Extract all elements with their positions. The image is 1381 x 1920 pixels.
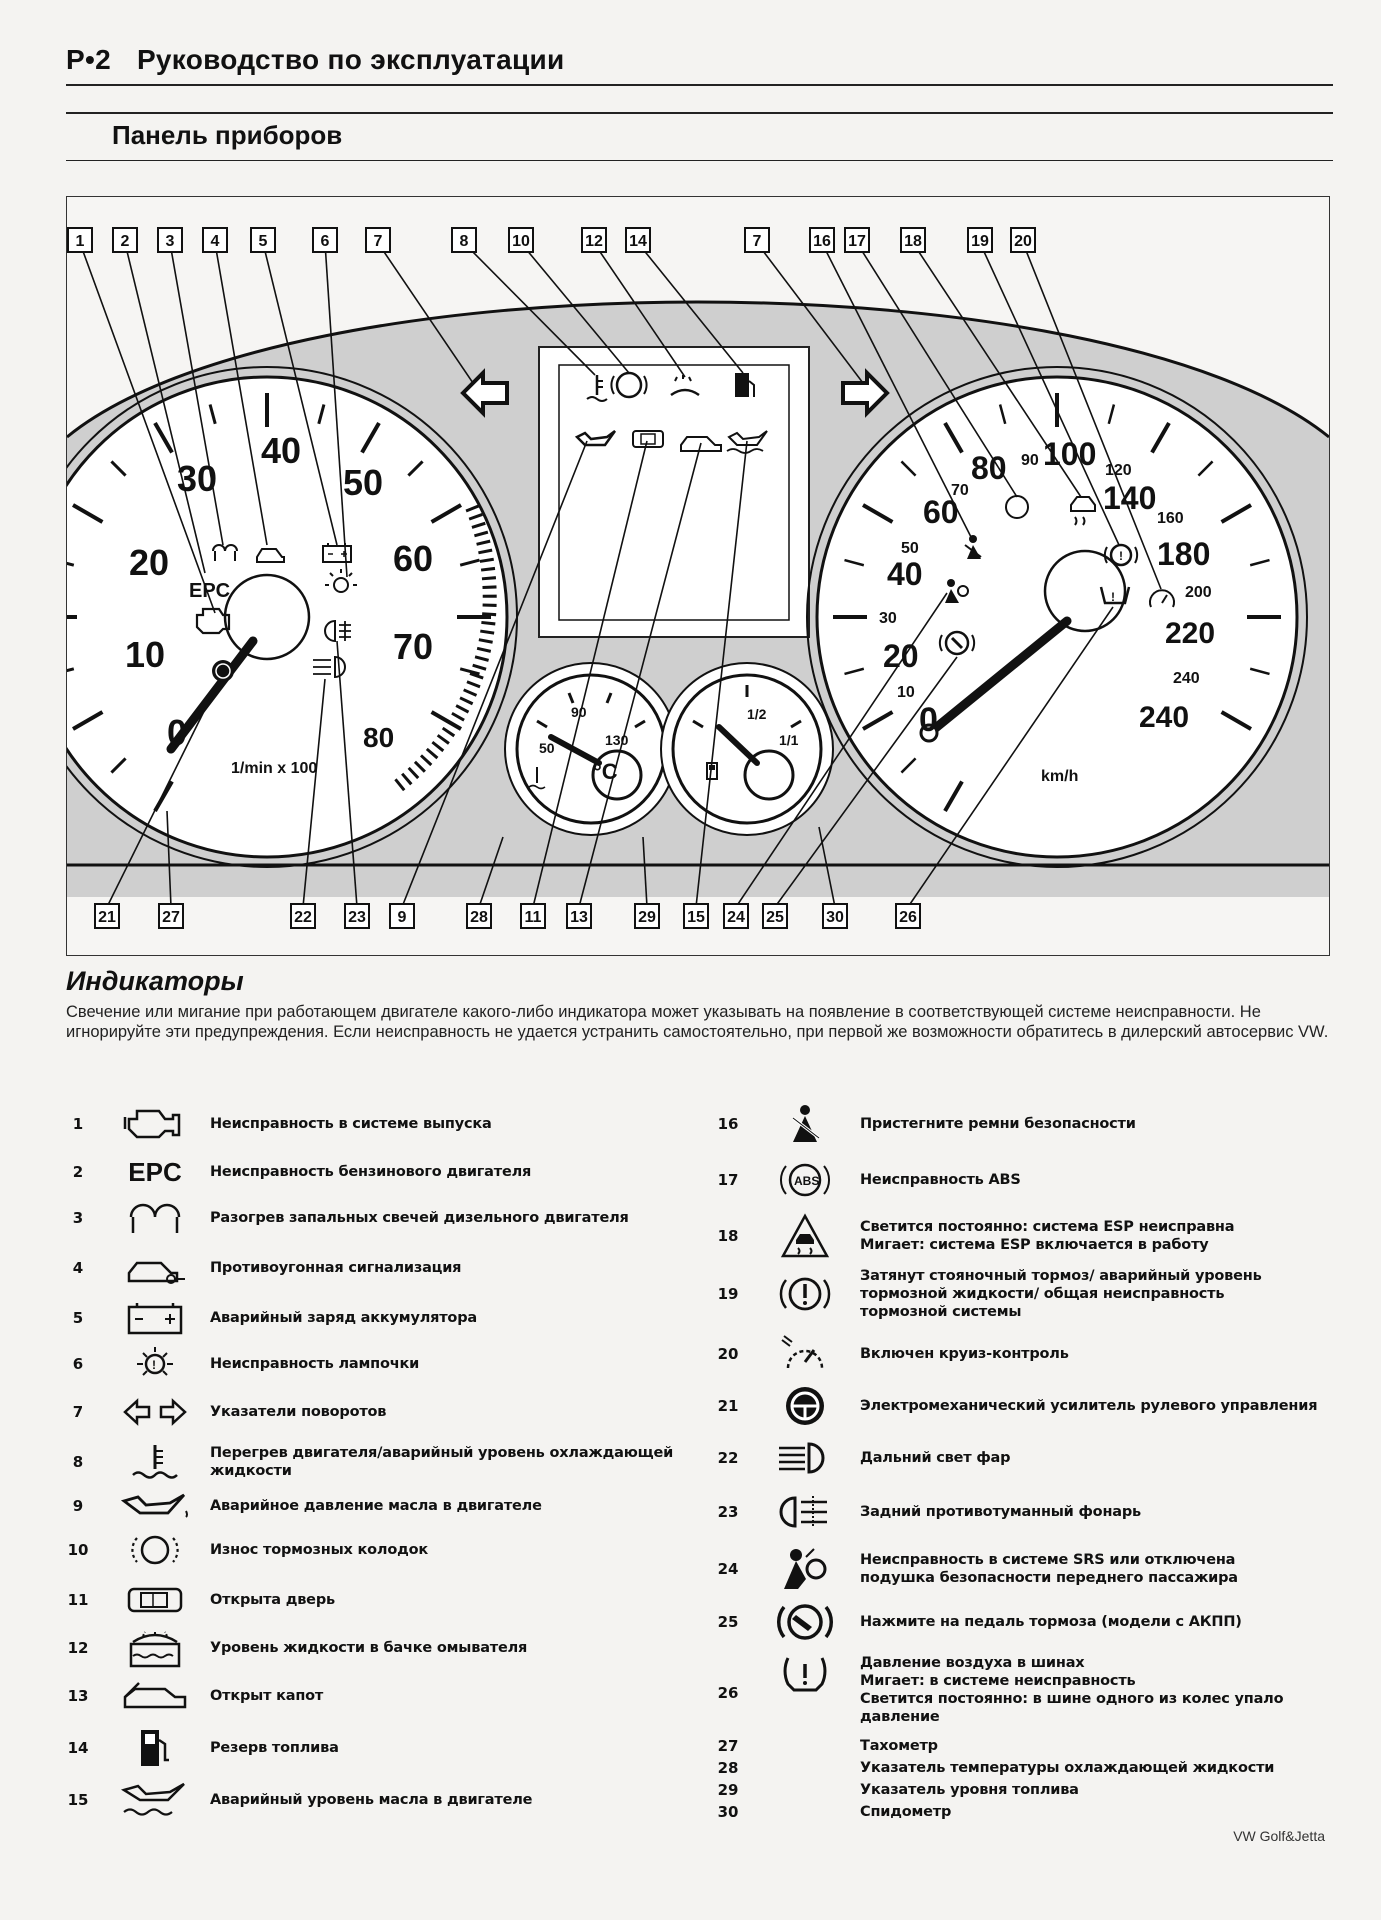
temp-label-130: 130 — [605, 732, 629, 748]
speed-label-30: 30 — [879, 610, 897, 627]
temperature-gauge — [505, 663, 677, 835]
speed-label-40: 40 — [887, 556, 923, 592]
speed-label-80: 80 — [971, 450, 1007, 486]
callout-21: 21 — [94, 903, 120, 929]
footer-brand: VW Golf&Jetta — [1233, 1828, 1325, 1844]
callout-10: 10 — [508, 227, 534, 253]
rear-fog-icon — [750, 1492, 860, 1532]
indicators-title: Индикаторы — [66, 966, 244, 996]
callout-13: 13 — [566, 903, 592, 929]
list-item: 27 Тахометр — [717, 1737, 938, 1755]
callout-28: 28 — [466, 903, 492, 929]
glow-plug-icon — [100, 1198, 210, 1238]
callout-16: 16 — [809, 227, 835, 253]
list-item: 25 Нажмите на педаль тормоза (модели с АКПП) — [706, 1600, 1242, 1644]
brake-warning-icon — [750, 1274, 860, 1314]
page-title: Руководство по эксплуатации — [136, 44, 565, 75]
tacho-epc: EPC — [189, 580, 231, 602]
tacho-label-50: 50 — [343, 462, 384, 503]
list-item: 9 Аварийное давление масла в двигателе — [56, 1486, 542, 1526]
washer-fluid-icon — [100, 1628, 210, 1668]
list-item: 8 Перегрев двигателя/аварийный уровень охлаждающей жидкости — [56, 1442, 680, 1482]
svg-text:!: ! — [152, 1358, 156, 1372]
fuel-label-half: 1/2 — [747, 706, 767, 722]
callout-23: 23 — [344, 903, 370, 929]
indicators-intro: Свечение или мигание при работающем двигателе какого-либо индикатора может указывать на появление в соответствующей системе неисправности. Не игнорируйте эти предупреждения. Если неисправность не удается устранить самостоятельно, при первой же возможности обратитесь в дилерский автосервис VW. — [66, 1003, 1329, 1041]
temp-unit: °C — [593, 759, 618, 784]
list-item: 4 Противоугонная сигнализация — [56, 1248, 461, 1288]
list-item: 21 Электромеханический усилитель рулевого управления — [706, 1386, 1317, 1426]
page-header — [66, 44, 565, 76]
header-rule — [66, 84, 1333, 86]
turn-signals-icon — [100, 1392, 210, 1432]
speed-label-20: 20 — [883, 638, 919, 674]
tacho-label-0: 0 — [167, 712, 188, 753]
callout-7-right: 7 — [744, 227, 770, 253]
battery-icon — [100, 1298, 210, 1338]
dashboard-illustration — [67, 197, 1329, 955]
speed-label-100: 100 — [1043, 436, 1097, 472]
list-item: 13 Открыт капот — [56, 1676, 323, 1716]
tire-pressure-icon — [750, 1654, 860, 1694]
speed-label-220: 220 — [1165, 617, 1216, 650]
callout-29: 29 — [634, 903, 660, 929]
hood-open-icon — [100, 1676, 210, 1716]
tacho-label-40: 40 — [261, 430, 302, 471]
callout-26: 26 — [895, 903, 921, 929]
cruise-control-icon — [750, 1334, 860, 1374]
engine-check-icon — [100, 1104, 210, 1144]
list-item: 5 Аварийный заряд аккумулятора — [56, 1298, 477, 1338]
list-item: 18 Светится постоянно: система ESP неисправна Мигает: система ESP включается в работу — [706, 1214, 1234, 1258]
fuel-pump-icon — [100, 1728, 210, 1768]
callout-8: 8 — [451, 227, 477, 253]
callout-4: 4 — [202, 227, 228, 253]
speed-label-60: 60 — [923, 494, 959, 530]
list-item: 19 Затянут стояночный тормоз/ аварийный уровень тормозной жидкости/ общая неисправность тормозной системы — [717, 1268, 1262, 1320]
list-item: 29 Указатель уровня топлива — [717, 1781, 1079, 1799]
list-item: 12 Уровень жидкости в бачке омывателя — [56, 1628, 527, 1668]
svg-text:ABS: ABS — [794, 1174, 820, 1188]
list-item: 3 Разогрев запальных свечей дизельного двигателя — [56, 1198, 629, 1238]
callout-20: 20 — [1010, 227, 1036, 253]
oil-level-icon — [100, 1780, 210, 1820]
callout-9: 9 — [389, 903, 415, 929]
airbag-icon — [750, 1549, 860, 1589]
speed-label-160: 160 — [1157, 510, 1184, 527]
list-item: 26 Давление воздуха в шинах Мигает: в системе неисправность Светится постоянно: в шине одного из колес упало давление — [717, 1655, 1284, 1725]
tacho-label-60: 60 — [393, 538, 434, 579]
section-title: Панель приборов — [112, 120, 343, 150]
bulb-failure-icon — [100, 1344, 210, 1384]
door-open-icon — [100, 1580, 210, 1620]
list-item: 17 ABS Неисправность ABS — [706, 1160, 1021, 1200]
seatbelt-icon — [750, 1104, 860, 1144]
callout-27: 27 — [158, 903, 184, 929]
callout-5: 5 — [250, 227, 276, 253]
coolant-temp-icon — [100, 1442, 210, 1482]
speed-label-50: 50 — [901, 540, 919, 557]
section-rule-bottom — [66, 160, 1333, 161]
callout-12: 12 — [581, 227, 607, 253]
callout-22: 22 — [290, 903, 316, 929]
list-item: 6 ! Неисправность лампочки — [56, 1344, 419, 1384]
page-number: P•2 — [66, 44, 111, 75]
callout-14: 14 — [625, 227, 651, 253]
list-item: 10 Износ тормозных колодок — [56, 1530, 428, 1570]
oil-can-icon — [100, 1486, 210, 1526]
callout-15: 15 — [683, 903, 709, 929]
callout-11: 11 — [520, 903, 546, 929]
speed-label-140: 140 — [1103, 480, 1157, 516]
list-item: 20 Включен круиз-контроль — [706, 1334, 1069, 1374]
list-item: 23 Задний противотуманный фонарь — [706, 1492, 1141, 1532]
speed-label-240-big: 240 — [1139, 701, 1190, 734]
speed-label-70: 70 — [951, 482, 969, 499]
callout-3: 3 — [157, 227, 183, 253]
section-rule-top — [66, 112, 1333, 114]
svg-text:!: ! — [1119, 549, 1123, 563]
speed-label-0: 0 — [919, 701, 938, 739]
car-key-icon — [100, 1248, 210, 1288]
tacho-unit: 1/min x 100 — [231, 760, 318, 777]
callout-1: 1 — [67, 227, 93, 253]
temp-label-90: 90 — [571, 704, 587, 720]
list-item: 28 Указатель температуры охлаждающей жидкости — [717, 1759, 1275, 1777]
callout-7-left: 7 — [365, 227, 391, 253]
brake-pedal-icon — [750, 1602, 860, 1642]
list-item: 30 Спидометр — [717, 1803, 952, 1821]
tacho-label-80: 80 — [363, 722, 395, 753]
speed-label-180: 180 — [1157, 536, 1211, 572]
callout-6: 6 — [312, 227, 338, 253]
epc-icon: EPC — [128, 1156, 182, 1187]
callout-24: 24 — [723, 903, 749, 929]
speed-label-200: 200 — [1185, 584, 1212, 601]
abs-icon — [750, 1160, 860, 1200]
list-item: 1 Неисправность в системе выпуска — [56, 1104, 492, 1144]
list-item: 14 Резерв топлива — [56, 1728, 339, 1768]
fuel-gauge — [661, 663, 833, 835]
temp-label-50: 50 — [539, 740, 555, 756]
list-item: 11 Открыта дверь — [56, 1580, 335, 1620]
tacho-steering-icon — [212, 660, 234, 682]
callout-25: 25 — [762, 903, 788, 929]
speed-label-10: 10 — [897, 684, 915, 701]
list-item: 15 Аварийный уровень масла в двигателе — [56, 1780, 532, 1820]
steering-wheel-icon — [750, 1386, 860, 1426]
speed-unit: km/h — [1041, 768, 1079, 785]
speed-label-240-small: 240 — [1173, 670, 1200, 687]
list-item: 16 Пристегните ремни безопасности — [706, 1104, 1136, 1144]
callout-17: 17 — [844, 227, 870, 253]
esp-icon — [750, 1216, 860, 1256]
callout-30: 30 — [822, 903, 848, 929]
list-item: 2 EPC Неисправность бензинового двигателя — [56, 1152, 531, 1192]
fuel-label-full: 1/1 — [779, 732, 799, 748]
callout-2: 2 — [112, 227, 138, 253]
list-item: 7 Указатели поворотов — [56, 1392, 386, 1432]
list-item: 24 Неисправность в системе SRS или отключена подушка безопасности переднего пассажира — [706, 1546, 1310, 1592]
high-beam-icon — [750, 1438, 860, 1478]
speed-label-120: 120 — [1105, 462, 1132, 479]
list-item: 22 Дальний свет фар — [706, 1438, 1010, 1478]
dashboard-figure — [66, 196, 1330, 956]
tacho-label-10: 10 — [125, 634, 166, 675]
callout-18: 18 — [900, 227, 926, 253]
brake-pad-icon — [100, 1530, 210, 1570]
callout-19: 19 — [967, 227, 993, 253]
speed-label-90: 90 — [1021, 452, 1039, 469]
tacho-label-30: 30 — [177, 458, 218, 499]
tacho-label-70: 70 — [393, 626, 434, 667]
svg-text:!: ! — [1111, 590, 1115, 604]
tacho-label-20: 20 — [129, 542, 170, 583]
